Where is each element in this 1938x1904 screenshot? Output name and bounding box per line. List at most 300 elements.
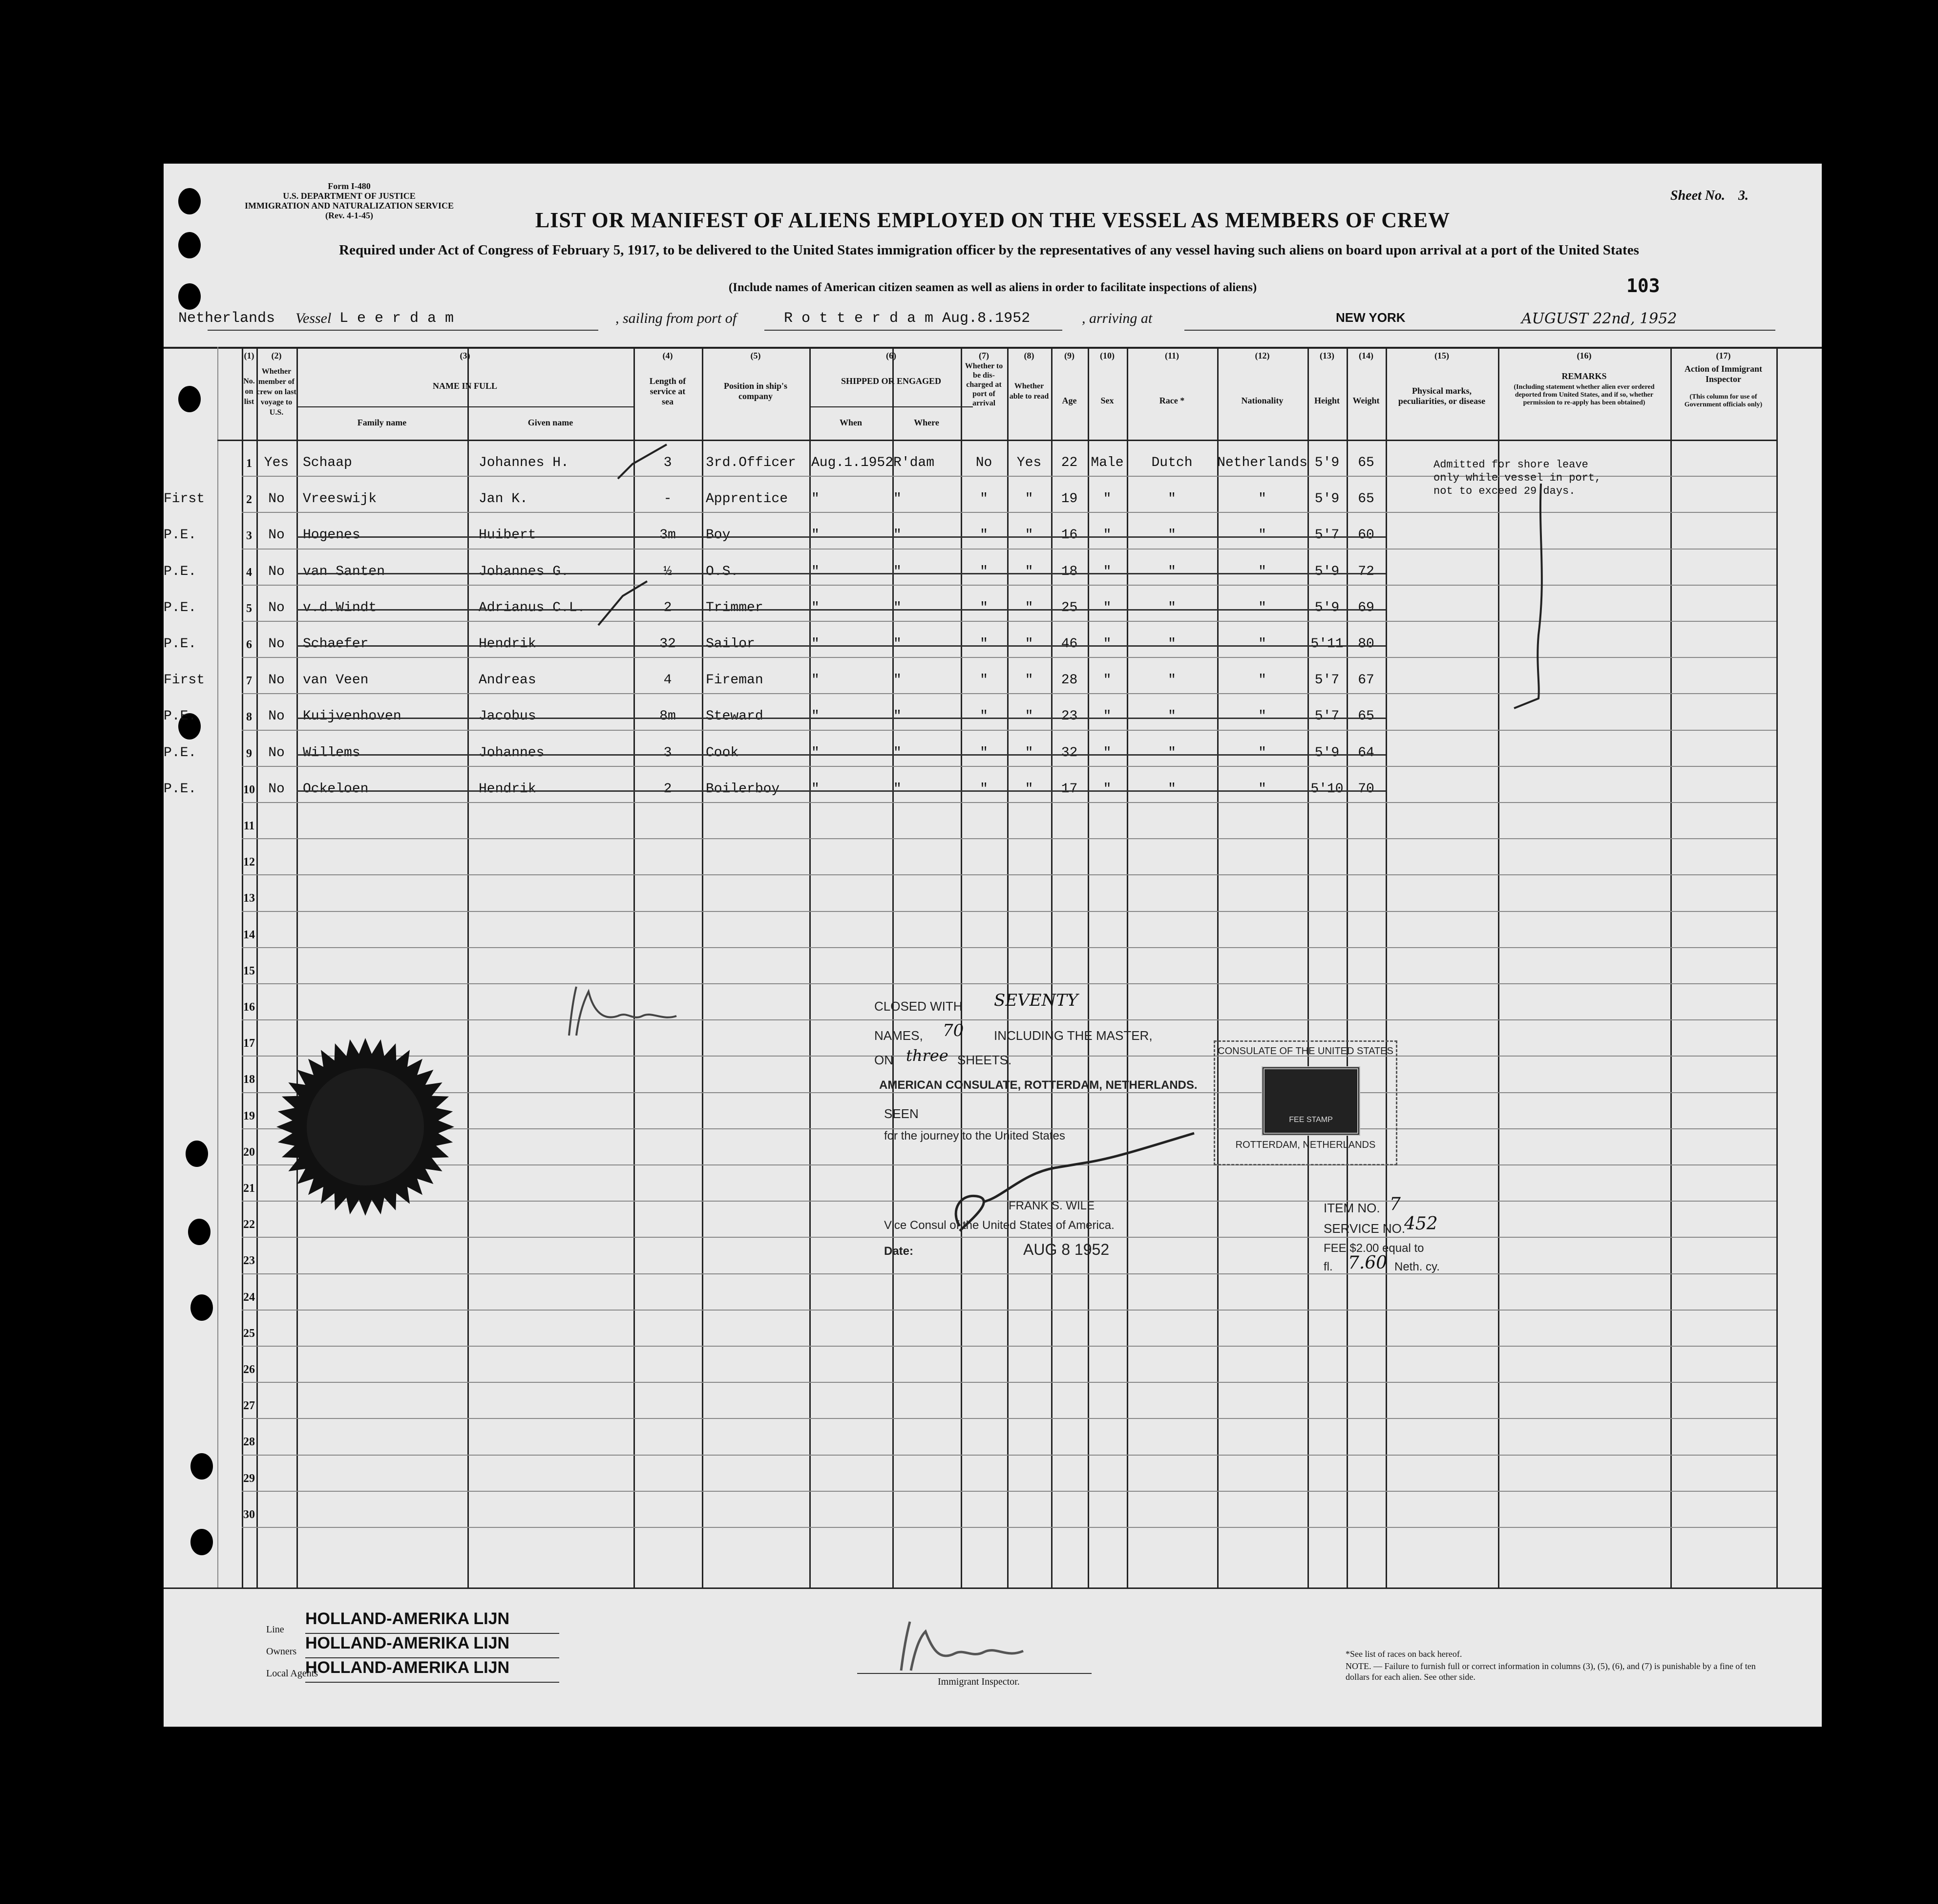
consulate-stamp — [1214, 1040, 1397, 1165]
col8-num: (8) — [1024, 351, 1034, 360]
cell-discharge: " — [980, 673, 988, 688]
row-rule — [242, 1418, 1776, 1419]
col2-num: (2) — [271, 351, 282, 360]
col1-label: No. on list — [243, 377, 255, 406]
cell-prev: No — [268, 709, 285, 724]
cell-service: 3 — [663, 455, 672, 470]
check-mark — [593, 576, 652, 630]
consulate-line: AMERICAN CONSULATE, ROTTERDAM, NETHERLANDS. — [879, 1079, 1198, 1092]
row-number: 23 — [243, 1254, 255, 1268]
cell-race: " — [1168, 781, 1176, 797]
cell-given: Jacobus — [479, 709, 536, 724]
stamp-number: 103 — [1626, 275, 1660, 296]
row-mark: P.E. — [164, 564, 197, 579]
column-line — [296, 347, 298, 1587]
cell-where: " — [893, 745, 902, 761]
owners-label: Owners — [266, 1646, 297, 1657]
row-number: 24 — [243, 1290, 255, 1304]
row-mark: First — [164, 673, 205, 688]
column-line — [1670, 347, 1672, 1587]
cell-nationality: " — [1258, 709, 1266, 724]
col7-num: (7) — [979, 351, 989, 360]
shipped-subheader-line — [809, 406, 973, 407]
cell-weight: 60 — [1358, 528, 1374, 543]
cell-age: 25 — [1061, 600, 1078, 615]
cell-age: 16 — [1061, 528, 1078, 543]
including-master-label: INCLUDING THE MASTER, — [994, 1028, 1153, 1043]
cell-where: R'dam — [893, 455, 935, 470]
cell-weight: 70 — [1358, 781, 1374, 797]
cell-height: 5'9 — [1314, 745, 1340, 761]
col5-num: (5) — [750, 351, 761, 360]
col17-num: (17) — [1716, 351, 1731, 360]
cell-prev: No — [268, 673, 285, 688]
row-number: 9 — [246, 747, 252, 760]
cell-read: " — [1025, 745, 1033, 761]
fee-stamp-icon — [1262, 1066, 1360, 1136]
cell-nationality: " — [1258, 600, 1266, 615]
row-rule — [242, 1382, 1776, 1383]
strike-through-line — [296, 718, 1386, 719]
cell-age: 28 — [1061, 673, 1078, 688]
cell-family: Kuijvenhoven — [303, 709, 401, 724]
row-number: 18 — [243, 1073, 255, 1086]
row-number: 22 — [243, 1218, 255, 1231]
cell-read: Yes — [1016, 455, 1042, 470]
seen-label: SEEN — [884, 1106, 919, 1121]
cell-race: " — [1168, 528, 1176, 543]
cell-where: " — [893, 781, 902, 797]
crew-table — [164, 347, 1822, 1587]
cell-height: 5'7 — [1314, 673, 1340, 688]
cell-given: Adrianus C.L. — [479, 600, 586, 615]
col11-label: Race * — [1159, 396, 1185, 405]
col8-label: Whether able to read — [1009, 382, 1049, 401]
col14-num: (14) — [1359, 351, 1373, 360]
cell-service: 2 — [663, 600, 672, 615]
on-label: ON — [874, 1053, 893, 1067]
manifest-sheet — [164, 164, 1822, 1727]
item-no-label: ITEM NO. — [1324, 1201, 1380, 1215]
col12-label: Nationality — [1241, 396, 1284, 405]
cell-discharge: " — [980, 600, 988, 615]
agents-value: HOLLAND-AMERIKA LIJN — [305, 1658, 510, 1677]
table-top-border — [164, 347, 1822, 349]
cell-service: - — [663, 491, 672, 507]
cell-where: " — [893, 673, 902, 688]
sheets-word: three — [906, 1046, 948, 1065]
cell-prev: No — [268, 491, 285, 507]
cell-when: " — [811, 673, 820, 688]
cell-where: " — [893, 600, 902, 615]
arrival-date: AUGUST 22nd, 1952 — [1521, 310, 1677, 327]
cell-nationality: " — [1258, 781, 1266, 797]
cell-when: " — [811, 528, 820, 543]
row-number: 26 — [243, 1363, 255, 1376]
col15-num: (15) — [1434, 351, 1449, 360]
row-rule — [242, 802, 1776, 803]
row-number: 4 — [246, 566, 252, 579]
flag: Netherlands — [178, 310, 275, 327]
cell-height: 5'7 — [1314, 709, 1340, 724]
cell-read: " — [1025, 709, 1033, 724]
row-rule — [242, 1310, 1776, 1311]
row-mark: P.E. — [164, 781, 197, 797]
row-number: 7 — [246, 675, 252, 688]
form-id: Form I-480 — [328, 181, 371, 191]
row-rule — [242, 838, 1776, 839]
column-line — [702, 347, 703, 1587]
cell-given: Andreas — [479, 673, 536, 688]
inspector-label: Immigrant Inspector. — [938, 1676, 1020, 1687]
col10-num: (10) — [1100, 351, 1115, 360]
cell-prev: No — [268, 564, 285, 579]
row-rule — [242, 947, 1776, 948]
col10-label: Sex — [1100, 396, 1114, 405]
cell-discharge: " — [980, 709, 988, 724]
consul-name: FRANK S. WILE — [1009, 1199, 1095, 1212]
cell-where: " — [893, 709, 902, 724]
cell-read: " — [1025, 781, 1033, 797]
cell-age: 19 — [1061, 491, 1078, 507]
column-line — [809, 347, 811, 1587]
cell-where: " — [893, 528, 902, 543]
row-rule — [242, 1019, 1776, 1020]
col5-label: Position in ship's company — [723, 381, 788, 401]
cell-read: " — [1025, 600, 1033, 615]
row-rule — [242, 1346, 1776, 1347]
strike-through-line — [296, 536, 1386, 538]
cell-prev: No — [268, 781, 285, 797]
vessel-name: L e e r d a m — [339, 310, 454, 327]
cell-discharge: No — [975, 455, 992, 470]
col15-label: Physical marks, peculiarities, or disease — [1398, 386, 1486, 406]
cell-service: 32 — [659, 636, 676, 652]
row-number: 11 — [243, 820, 255, 832]
names-label: NAMES, — [874, 1028, 923, 1043]
consul-date: AUG 8 1952 — [1023, 1241, 1110, 1258]
cell-height: 5'11 — [1310, 636, 1344, 652]
cell-age: 18 — [1061, 564, 1078, 579]
item-no: 7 — [1390, 1194, 1401, 1214]
row-rule — [242, 911, 1776, 912]
col13-num: (13) — [1320, 351, 1334, 360]
cell-service: ½ — [663, 564, 672, 579]
cell-where: " — [893, 564, 902, 579]
cell-when: " — [811, 564, 820, 579]
col16-sub: (Including statement whether alien ever ordered deported from United States, and if so, whether permission to re-apply has been obtained) — [1514, 383, 1655, 406]
owners-value: HOLLAND-AMERIKA LIJN — [305, 1634, 510, 1652]
remark-text: Admitted for shore leave only while vessel in port, not to exceed 29 days. — [1433, 459, 1601, 497]
cell-weight: 64 — [1358, 745, 1374, 761]
column-line — [1776, 347, 1778, 1587]
cell-given: Johannes — [479, 745, 545, 761]
line-value: HOLLAND-AMERIKA LIJN — [305, 1609, 510, 1628]
remark-bracket-mark — [1512, 479, 1565, 713]
row-mark: P.E. — [164, 600, 197, 615]
cell-race: " — [1168, 564, 1176, 579]
line-label: Line — [266, 1624, 284, 1635]
cell-position: Sailor — [706, 636, 755, 652]
cell-service: 2 — [663, 781, 672, 797]
row-number: 17 — [243, 1037, 255, 1050]
row-mark: P.E. — [164, 636, 197, 652]
name-subheader-line — [296, 406, 633, 407]
cell-age: 22 — [1061, 455, 1078, 470]
cell-sex: " — [1103, 528, 1112, 543]
cell-position: 3rd.Officer — [706, 455, 796, 470]
cell-age: 32 — [1061, 745, 1078, 761]
cell-service: 3 — [663, 745, 672, 761]
stamp-bottom-text: ROTTERDAM, NETHERLANDS — [1235, 1140, 1376, 1150]
cell-read: " — [1025, 636, 1033, 652]
cell-height: 5'9 — [1314, 600, 1340, 615]
col4-num: (4) — [662, 351, 673, 360]
cell-sex: " — [1103, 673, 1112, 688]
cell-height: 5'7 — [1314, 528, 1340, 543]
col6-when-label: When — [839, 418, 862, 427]
agents-label: Local Agents — [266, 1668, 318, 1679]
underline — [764, 330, 1062, 331]
arrival-port: NEW YORK — [1336, 310, 1406, 325]
row-number: 2 — [246, 493, 252, 507]
row-number: 12 — [243, 856, 255, 869]
cell-family: Willems — [303, 745, 360, 761]
row-rule — [242, 1527, 1776, 1528]
row-number: 8 — [246, 711, 252, 724]
row-rule — [242, 766, 1776, 767]
cell-discharge: " — [980, 636, 988, 652]
row-number: 21 — [243, 1182, 255, 1195]
col12-num: (12) — [1255, 351, 1270, 360]
column-line — [217, 347, 218, 1587]
strike-through-line — [296, 790, 1386, 792]
col6-where-label: Where — [914, 418, 939, 427]
col11-num: (11) — [1165, 351, 1179, 360]
cell-position: Steward — [706, 709, 763, 724]
cell-given: Johannes H. — [479, 455, 569, 470]
cell-race: " — [1168, 745, 1176, 761]
underline — [305, 1682, 559, 1683]
closed-count-words: SEVENTY — [994, 991, 1078, 1010]
cell-sex: " — [1103, 491, 1112, 507]
closed-with-label: CLOSED WITH — [874, 999, 963, 1014]
cell-service: 4 — [663, 673, 672, 688]
cell-given: Hendrik — [479, 781, 536, 797]
cell-discharge: " — [980, 781, 988, 797]
cell-discharge: " — [980, 528, 988, 543]
cell-given: Johannes G. — [479, 564, 569, 579]
cell-weight: 67 — [1358, 673, 1374, 688]
row-number: 1 — [246, 457, 252, 470]
cell-where: " — [893, 636, 902, 652]
cell-weight: 80 — [1358, 636, 1374, 652]
cell-prev: No — [268, 528, 285, 543]
cell-sex: " — [1103, 564, 1112, 579]
cell-position: Boilerboy — [706, 781, 780, 797]
cell-sex: " — [1103, 745, 1112, 761]
cell-height: 5'9 — [1314, 564, 1340, 579]
cell-discharge: " — [980, 564, 988, 579]
row-rule — [242, 983, 1776, 984]
page-note: (Include names of American citizen seamen as well as aliens in order to facilitate inspections of aliens) — [728, 281, 1257, 294]
col3-label: NAME IN FULL — [432, 381, 497, 391]
arriving-label: , arriving at — [1082, 310, 1153, 326]
stamp-top-text: CONSULATE OF THE UNITED STATES — [1218, 1046, 1393, 1057]
cell-family: Ockeloen — [303, 781, 369, 797]
row-number: 13 — [243, 892, 255, 905]
fl-value: 7.60 — [1348, 1253, 1388, 1273]
cell-when: " — [811, 781, 820, 797]
col16-label: REMARKS — [1561, 371, 1607, 381]
cell-family: Hogenes — [303, 528, 360, 543]
cell-family: Vreeswijk — [303, 491, 377, 507]
cell-race: " — [1168, 636, 1176, 652]
underline — [208, 330, 598, 331]
footer-note: NOTE. — Failure to furnish full or correct information in columns (3), (5), (6), and (7) is punishable by a fine of ten dollars for each alien. See other side. — [1346, 1661, 1756, 1682]
cell-read: " — [1025, 673, 1033, 688]
service-no: 452 — [1404, 1214, 1438, 1234]
header-bottom-border — [217, 440, 1776, 441]
strike-through-line — [296, 609, 1386, 611]
cell-age: 17 — [1061, 781, 1078, 797]
cell-nationality: " — [1258, 673, 1266, 688]
cell-position: Trimmer — [706, 600, 763, 615]
cell-read: " — [1025, 528, 1033, 543]
column-line — [1498, 347, 1499, 1587]
row-number: 20 — [243, 1145, 255, 1159]
sheet-value: 3. — [1738, 188, 1748, 203]
row-number: 14 — [243, 928, 255, 941]
underline — [305, 1633, 559, 1634]
cell-sex: " — [1103, 781, 1112, 797]
cell-height: 5'10 — [1310, 781, 1344, 797]
inspector-line — [857, 1673, 1092, 1674]
strike-through-line — [296, 645, 1386, 647]
cell-nationality: " — [1258, 564, 1266, 579]
row-mark: P.E. — [164, 709, 197, 724]
voyage-line — [178, 310, 1790, 331]
fl-label: fl. — [1324, 1260, 1333, 1273]
row-number: 15 — [243, 964, 255, 977]
col2-label: Whether member of crew on last voyage to U.S. — [256, 367, 296, 417]
row-number: 25 — [243, 1327, 255, 1340]
row-rule — [242, 1237, 1776, 1238]
cell-discharge: " — [980, 745, 988, 761]
cell-family: Schaefer — [303, 636, 369, 652]
col3-num: (3) — [460, 351, 470, 360]
cell-where: " — [893, 491, 902, 507]
journey-text: for the journey to the United States — [884, 1129, 1065, 1142]
row-number: 28 — [243, 1436, 255, 1449]
col7-label: Whether to be dis-charged at port of arrival — [965, 362, 1003, 407]
col3-given-label: Given name — [527, 418, 573, 427]
row-rule — [242, 730, 1776, 731]
strike-through-line — [296, 754, 1386, 756]
footer-border — [164, 1587, 1822, 1589]
cell-when: " — [811, 745, 820, 761]
cell-position: O.S. — [706, 564, 739, 579]
neth-cy: Neth. cy. — [1394, 1260, 1440, 1273]
cell-family: v.d.Windt — [303, 600, 377, 615]
cell-nationality: " — [1258, 491, 1266, 507]
cell-position: Boy — [706, 528, 731, 543]
page-subtitle: Required under Act of Congress of February 5, 1917, to be delivered to the United States immigration officer by the representatives of any vessel having such aliens on board upon arrival at a port of the United States — [339, 242, 1639, 258]
cell-family: Schaap — [303, 455, 352, 470]
column-line — [467, 347, 469, 1587]
col16-num: (16) — [1577, 351, 1592, 360]
col6-label: SHIPPED OR ENGAGED — [841, 376, 942, 386]
row-number: 30 — [243, 1508, 255, 1521]
sailing-label: , sailing from port of — [615, 310, 737, 326]
col13-label: Height — [1314, 396, 1340, 405]
cell-sex: Male — [1091, 455, 1124, 470]
row-number: 6 — [246, 638, 252, 651]
row-rule — [242, 874, 1776, 875]
col9-label: Age — [1062, 396, 1077, 405]
footer — [164, 1587, 1822, 1727]
col6-num: (6) — [886, 351, 896, 360]
fee-stamp-text: FEE STAMP — [1289, 1116, 1333, 1124]
row-rule — [242, 1491, 1776, 1492]
cell-race: Dutch — [1151, 455, 1193, 470]
cell-race: " — [1168, 709, 1176, 724]
page-title: LIST OR MANIFEST OF ALIENS EMPLOYED ON THE VESSEL AS MEMBERS OF CREW — [535, 208, 1451, 232]
cell-when: " — [811, 491, 820, 507]
vessel-label: Vessel — [295, 310, 332, 326]
departure-port: R o t t e r d a m Aug.8.1952 — [784, 310, 1031, 327]
row-number: 5 — [246, 602, 252, 615]
row-number: 16 — [243, 1001, 255, 1014]
cell-sex: " — [1103, 636, 1112, 652]
cell-prev: No — [268, 745, 285, 761]
row-number: 3 — [246, 529, 252, 543]
row-rule — [242, 1273, 1776, 1274]
cell-height: 5'9 — [1314, 491, 1340, 507]
cell-given: Huibert — [479, 528, 536, 543]
cell-weight: 65 — [1358, 455, 1374, 470]
cell-race: " — [1168, 600, 1176, 615]
cell-discharge: " — [980, 491, 988, 507]
cell-given: Jan K. — [479, 491, 528, 507]
cell-position: Fireman — [706, 673, 763, 688]
cell-when: " — [811, 636, 820, 652]
punch-hole — [178, 232, 201, 258]
cell-height: 5'9 — [1314, 455, 1340, 470]
cell-weight: 65 — [1358, 709, 1374, 724]
col3-family-label: Family name — [357, 418, 407, 427]
row-rule — [242, 1455, 1776, 1456]
cell-weight: 69 — [1358, 600, 1374, 615]
cell-nationality: " — [1258, 528, 1266, 543]
cell-nationality: " — [1258, 636, 1266, 652]
check-mark — [613, 440, 672, 484]
row-number: 27 — [243, 1399, 255, 1413]
row-number: 19 — [243, 1109, 255, 1122]
fee-line: FEE $2.00 equal to — [1324, 1242, 1424, 1255]
service-name: IMMIGRATION AND NATURALIZATION SERVICE — [245, 201, 454, 211]
row-mark: First — [164, 491, 205, 507]
cell-family: van Veen — [303, 673, 369, 688]
col4-label: Length of service at sea — [649, 376, 686, 406]
cell-sex: " — [1103, 600, 1112, 615]
races-note: *See list of races on back hereof. — [1346, 1649, 1462, 1659]
underline — [1184, 330, 1775, 331]
date-label: Date: — [884, 1245, 914, 1258]
cell-given: Hendrik — [479, 636, 536, 652]
consul-title: Vice Consul of the United States of America. — [884, 1219, 1115, 1232]
cell-age: 46 — [1061, 636, 1078, 652]
